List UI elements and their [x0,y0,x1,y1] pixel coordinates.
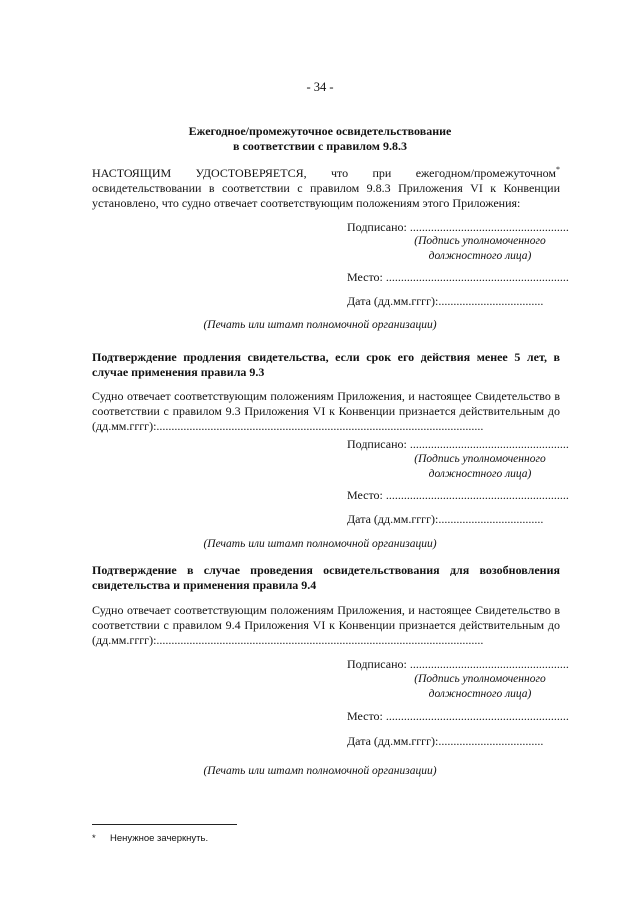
date-field-2: Дата (дд.мм.гггг):................................... [347,512,544,526]
section1-line-2: освидетельствовании в соответствии с правилом 9.8.3 Приложения VI к Конвенции [92,181,560,195]
seal-note-2: (Печать или штамп полномочной организации) [203,538,437,550]
section3-line-1: Судно отвечает соответствующим положениям Приложения, и настоящее Свидетельство в [92,603,560,617]
word-ezhegodnom: ежегодном/промежуточном* [415,165,560,180]
footnote [92,833,208,844]
section3-heading: Подтверждение в случае проведения освидетельствования для возобновления свидетельства и применения правила 9.4 [92,563,560,592]
seal-note-3: (Печать или штамп полномочной организации) [203,765,437,777]
section2-line-3: (дд.мм.гггг):............................................................................................................. [92,419,484,433]
signed-note: (Подпись уполномоченного должностного лица) [414,235,546,262]
section2-line-2: соответствии с правилом 9.3 Приложения VI к Конвенции признается действительным до [92,404,560,418]
word-chto: что [330,166,349,180]
section3-line-2: соответствии с правилом 9.4 Приложения VI к Конвенции признается действительным до [92,618,560,632]
seal-note: (Печать или штамп полномочной организации) [203,319,437,331]
section3-line-3: (дд.мм.гггг):............................................................................................................. [92,633,484,647]
section1-line-3: установлено, что судно отвечает соответствующим положениям этого Приложения: [92,196,521,210]
place-field: Место: ............................................................. [347,270,569,284]
signed-field-2: Подписано: ..................................................... [347,437,569,451]
word-udostoveryaetsya: УДОСТОВЕРЯЕТСЯ, [195,166,307,180]
signed-note-3: (Подпись уполномоченного должностного лица) [414,673,546,700]
signed-field: Подписано: ..................................................... [347,220,569,234]
place-field-2: Место: ............................................................. [347,488,569,502]
footnote-mark: * [92,833,96,844]
place-field-3: Место: ............................................................. [347,709,569,723]
word-pri: при [372,166,392,180]
section1-line-1 [92,166,560,181]
section2-line-1: Судно отвечает соответствующим положениям Приложения, и настоящее Свидетельство в [92,389,560,403]
section2-heading: Подтверждение продления свидетельства, если срок его действия менее 5 лет, в случае применения правила 9.3 [92,350,560,379]
footnote-reference-mark: * [555,165,560,174]
signed-note-2: (Подпись уполномоченного должностного лица) [414,453,546,480]
document-title-line-1: Ежегодное/промежуточное освидетельствование [188,124,452,138]
page-number: - 34 - [306,80,334,94]
date-field-3: Дата (дд.мм.гггг):................................... [347,734,544,748]
word-nastoyashchim: НАСТОЯЩИМ [92,166,172,180]
signed-field-3: Подписано: ..................................................... [347,657,569,671]
footnote-divider [92,824,237,825]
date-field: Дата (дд.мм.гггг):................................... [347,294,544,308]
document-title-line-2: в соответствии с правилом 9.8.3 [233,139,407,153]
footnote-text: Ненужное зачеркнуть. [110,833,209,844]
